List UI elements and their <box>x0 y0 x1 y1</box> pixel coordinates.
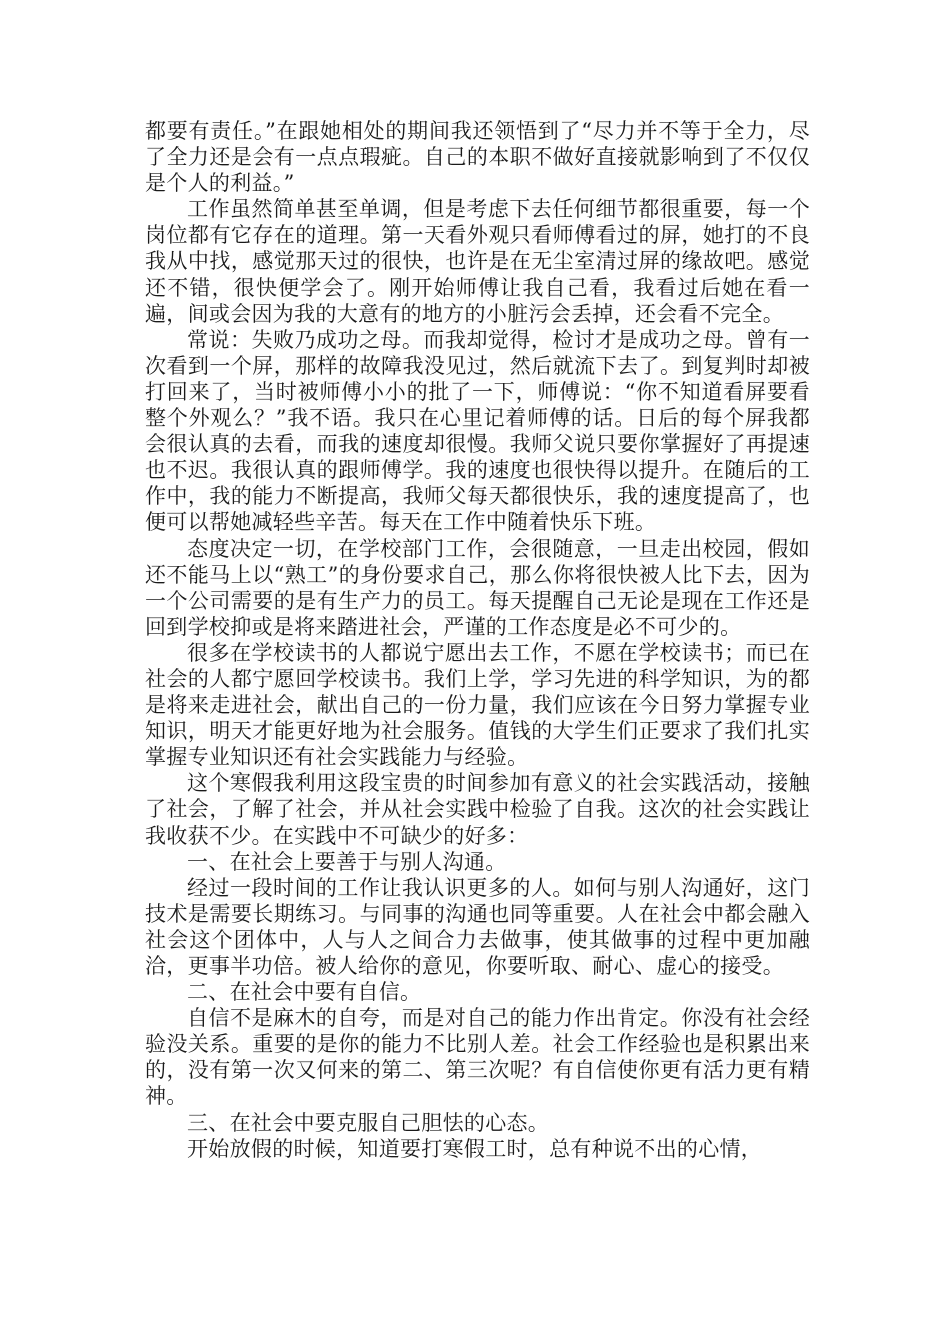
section-heading-1: 一、在社会上要善于与别人沟通。 <box>187 849 507 874</box>
paragraph-3: 常说：失败乃成功之母。而我却觉得，检讨才是成功之母。曾有一次看到一个屏，那样的故障我没见过，然后就流下去了。到复判时却被打回来了，当时被师傅小小的批了一下，师傅说：“你不知道看屏要看整个外观么？”我不语。我只在心里记着师傅的话。日后的每个屏我都会很认真的去看，而我的速度却很慢。我师父说只要你掌握好了再提速也不迟。我很认真的跟师傅学。我的速度也很快得以提升。在随后的工作中，我的能力不断提高，我师父每天都很快乐，我的速度提高了，也便可以帮她减轻些辛苦。每天在工作中随着快乐下班。 <box>145 327 810 535</box>
paragraph-8: 自信不是麻木的自夸，而是对自己的能力作出肯定。你没有社会经验没关系。重要的是你的能力不比别人差。社会工作经验也是积累出来的，没有第一次又何来的第二、第三次呢？有自信使你更有活力更有精神。 <box>145 1006 810 1109</box>
document-page <box>145 118 810 1162</box>
paragraph-7: 经过一段时间的工作让我认识更多的人。如何与别人沟通好，这门技术是需要长期练习。与同事的沟通也同等重要。人在社会中都会融入社会这个团体中，人与人之间合力去做事，使其做事的过程中更加融洽，更事半功倍。被人给你的意见，你要听取、耐心、虚心的接受。 <box>145 875 810 978</box>
section-heading-3: 三、在社会中要克服自己胆怯的心态。 <box>187 1110 550 1135</box>
paragraph-5: 很多在学校读书的人都说宁愿出去工作，不愿在学校读书；而已在社会的人都宁愿回学校读书。我们上学，学习先进的科学知识，为的都是将来走进社会，献出自己的一份力量，我们应该在今日努力掌握专业知识，明天才能更好地为社会服务。值钱的大学生们正要求了我们扎实掌握专业知识还有社会实践能力与经验。 <box>145 640 810 770</box>
paragraph-6: 这个寒假我利用这段宝贵的时间参加有意义的社会实践活动，接触了社会，了解了社会，并从社会实践中检验了自我。这次的社会实践让我收获不少。在实践中不可缺少的好多： <box>145 771 810 848</box>
section-heading-2: 二、在社会中要有自信。 <box>187 980 422 1005</box>
paragraph-1: 都要有责任。”在跟她相处的期间我还领悟到了“尽力并不等于全力，尽了全力还是会有一点点瑕疵。自己的本职不做好直接就影响到了不仅仅是个人的利益。” <box>145 119 810 196</box>
paragraph-4: 态度决定一切，在学校部门工作，会很随意，一旦走出校园，假如还不能马上以“熟工”的身份要求自己，那么你将很快被人比下去，因为一个公司需要的是有生产力的员工。每天提醒自己无论是现在工作还是回到学校抑或是将来踏进社会，严谨的工作态度是必不可少的。 <box>145 536 810 639</box>
paragraph-2: 工作虽然简单甚至单调，但是考虑下去任何细节都很重要，每一个岗位都有它存在的道理。第一天看外观只看师傅看过的屏，她打的不良我从中找，感觉那天过的很快，也许是在无尘室清过屏的缘故吧。感觉还不错，很快便学会了。刚开始师傅让我自己看，我看过后她在看一遍，间或会因为我的大意有的地方的小脏污会丢掉，还会看不完全。 <box>145 197 810 326</box>
paragraph-9: 开始放假的时候，知道要打寒假工时，总有种说不出的心情， <box>187 1136 763 1161</box>
